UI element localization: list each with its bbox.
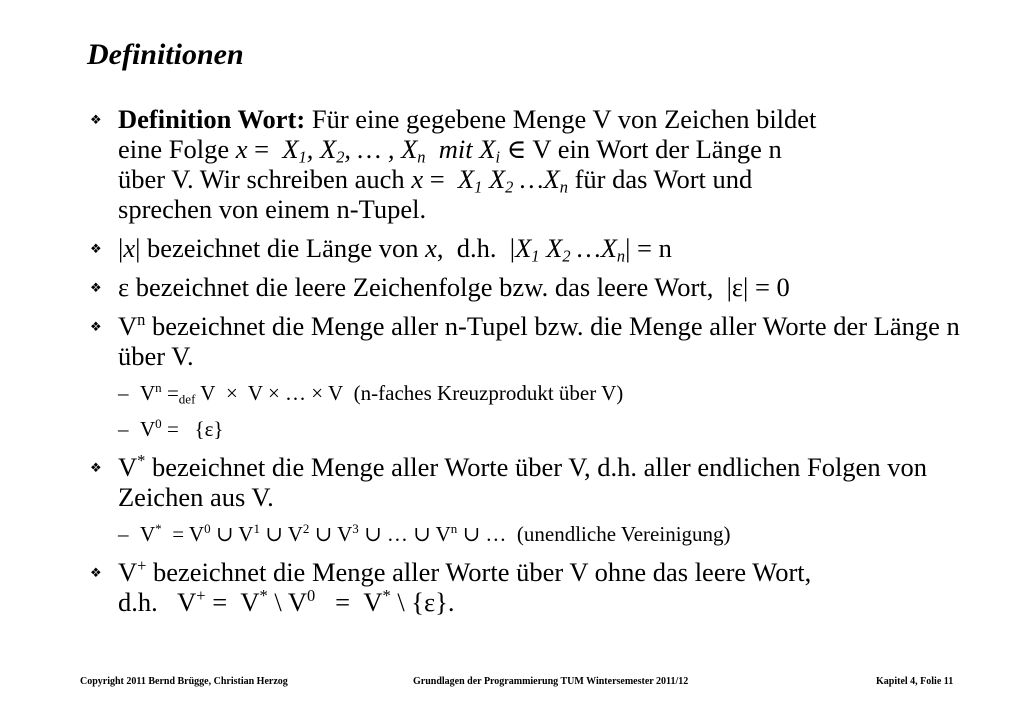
bullet-definition-wort — [90, 104, 990, 224]
bullet-vplus — [90, 557, 990, 617]
bullet-epsilon — [90, 272, 990, 302]
bullet-text: $V^n$ bezeichnet die Menge aller n-Tupel bzw. die Menge aller Worte der Länge n über V. — [118, 310, 960, 371]
sub-item-vn-def: – $V^n =_{def}$ V × V × … × V (n-faches Kreuzprodukt über V) — [118, 380, 624, 407]
bullet-vstar — [90, 452, 990, 512]
diamond-bullet-icon: ❖ — [90, 566, 102, 581]
bullet-laenge — [90, 233, 990, 266]
diamond-bullet-icon: ❖ — [90, 113, 102, 128]
bullet-text: Definition Wort: Für eine gegebene Menge V von Zeichen bildet eine Folge $x = X_1$, $X_2$, … , $X_n$ mit $X_i$ ∈ V ein Wort der Länge n über V. Wir schreiben auch $x = X_1$ $X_2$ $\dots X_n$ für das Wort und sprechen von einem n-Tupel. — [118, 104, 817, 224]
page-title: Definitionen — [87, 38, 244, 71]
diamond-bullet-icon: ❖ — [90, 242, 102, 257]
footer-copyright: Copyright 2011 Bernd Brügge, Christian Herzog — [80, 676, 288, 687]
diamond-bullet-icon: ❖ — [90, 281, 102, 296]
slide-content — [90, 104, 990, 626]
bullet-text: ε bezeichnet die leere Zeichenfolge bzw. das leere Wort, |ε| = 0 — [118, 272, 790, 302]
footer-slide-number: Kapitel 4, Folie 11 — [876, 676, 954, 687]
sub-item-v0: – $V^0 = \{\varepsilon\}$ — [118, 416, 224, 441]
footer-course: Grundlagen der Programmierung TUM Wintersemester 2011/12 — [413, 676, 689, 687]
bullet-vn — [90, 311, 990, 371]
sub-item-vstar-union: – $V^* = V^0$ ∪ $V^1$ ∪ $V^2$ ∪ $V^3$ ∪ … ∪ $V^n$ ∪ … (unendliche Vereinigung) — [118, 521, 731, 546]
bullet-text: V+ bezeichnet die Menge aller Worte über V ohne das leere Wort, d.h. V+ = V* \ $V^0 = V^*$ \ {ε}. — [118, 556, 812, 617]
bullet-text: V* bezeichnet die Menge aller Worte über V, d.h. aller endlichen Folgen von Zeichen aus V. — [118, 451, 927, 512]
diamond-bullet-icon: ❖ — [90, 320, 102, 335]
bullet-text: |x| bezeichnet die Länge von x, d.h. $|X_1$ $X_2$ $\dots X_n| = n$ — [118, 233, 672, 266]
diamond-bullet-icon: ❖ — [90, 461, 102, 476]
